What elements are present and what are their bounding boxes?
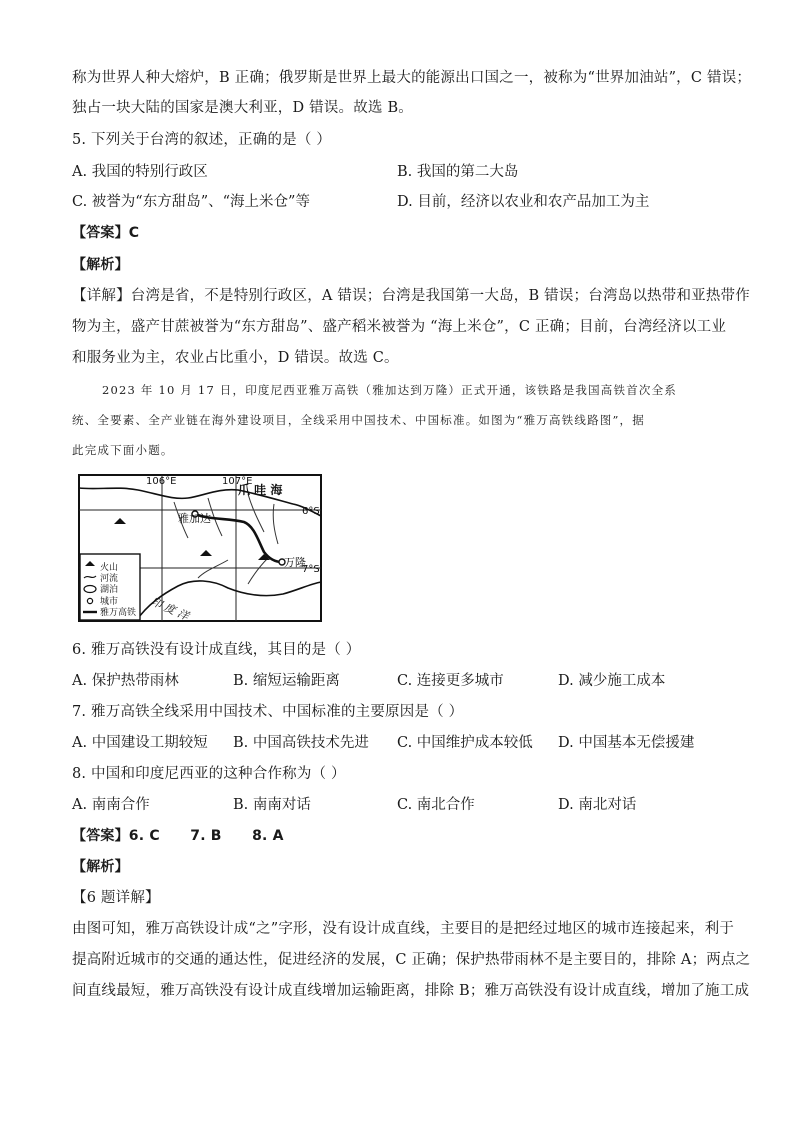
q5-detail-line-3: 和服务业为主，农业占比重小，D 错误。故选 C。 <box>72 350 399 366</box>
intro-line-2: 独占一块大陆的国家是澳大利亚，D 错误。故选 B。 <box>72 100 413 116</box>
q7-option-c: C. 中国维护成本较低 <box>397 735 533 751</box>
city-label-jakarta: 雅加达 <box>178 512 211 525</box>
city-label-bandung: 万隆 <box>284 556 306 569</box>
railway-map <box>78 474 322 622</box>
legend-volcano: 火山 <box>100 563 119 573</box>
q7-option-b: B. 中国高铁技术先进 <box>233 735 369 751</box>
q8-stem: 8. 中国和印度尼西亚的这种合作称为（ ） <box>72 766 346 782</box>
q6-8-answers: 【答案】6. C 7. B 8. A <box>72 828 284 844</box>
q6-option-d: D. 减少施工成本 <box>558 673 666 689</box>
q5-option-c: C. 被誉为“东方甜岛”、“海上米仓”等 <box>72 194 310 210</box>
passage-line-2: 统、全要素、全产业链在海外建设项目，全线采用中国技术、中国标准。如图为“雅万高铁线路图”，据 <box>72 413 645 427</box>
q8-option-d: D. 南北对话 <box>558 797 637 813</box>
lat-label-7: 7°S <box>302 564 320 575</box>
lat-label-6: 6°S <box>302 506 320 517</box>
q8-option-a: A. 南南合作 <box>72 797 150 813</box>
q5-option-d: D. 目前，经济以农业和农产品加工为主 <box>397 194 650 210</box>
java-sea-label: 爪 哇 海 <box>238 483 283 497</box>
lon-label-106: 106°E <box>146 476 177 487</box>
q5-stem: 5. 下列关于台湾的叙述，正确的是（ ） <box>72 132 332 148</box>
q6-detail-heading: 【6 题详解】 <box>72 890 160 906</box>
legend-city: 城市 <box>100 597 119 607</box>
intro-line-1: 称为世界人种大熔炉，B 正确；俄罗斯是世界上最大的能源出口国之一，被称为“世界加油站”，C 错误； <box>72 70 752 86</box>
q6-detail-line-2: 提高附近城市的交通的通达性，促进经济的发展，C 正确；保护热带雨林不是主要目的，排除 A；两点之 <box>72 952 751 968</box>
q5-option-a: A. 我国的特别行政区 <box>72 164 208 180</box>
q5-answer: 【答案】C <box>72 225 140 241</box>
q7-option-d: D. 中国基本无偿援建 <box>558 735 695 751</box>
q6-option-c: C. 连接更多城市 <box>397 673 504 689</box>
q6-stem: 6. 雅万高铁没有设计成直线，其目的是（ ） <box>72 642 361 658</box>
q5-detail-line-1: 【详解】台湾是省，不是特别行政区，A 错误；台湾是我国第一大岛，B 错误；台湾岛以热带和亚热带作 <box>72 288 750 304</box>
legend-railway: 雅万高铁 <box>100 608 137 618</box>
passage-line-3: 此完成下面小题。 <box>72 443 174 457</box>
q5-option-b: B. 我国的第二大岛 <box>397 164 519 180</box>
q7-option-a: A. 中国建设工期较短 <box>72 735 208 751</box>
indian-ocean-label: 印 度 洋 <box>148 594 191 622</box>
passage-line-1: 2023 年 10 月 17 日，印度尼西亚雅万高铁（雅加达到万隆）正式开通，该铁路是我国高铁首次全系 <box>102 383 678 397</box>
q5-analysis-heading: 【解析】 <box>72 257 129 273</box>
q6-detail-line-1: 由图可知，雅万高铁设计成“之”字形，没有设计成直线，主要目的是把经过地区的城市连接起来，利于 <box>72 921 735 937</box>
q6-8-analysis-heading: 【解析】 <box>72 859 129 875</box>
railway-map-figure <box>78 474 322 622</box>
q6-option-a: A. 保护热带雨林 <box>72 673 179 689</box>
legend-river: 河流 <box>100 574 119 584</box>
q6-detail-line-3: 间直线最短，雅万高铁没有设计成直线增加运输距离，排除 B；雅万高铁没有设计成直线，增加了施工成 <box>72 983 750 999</box>
q7-stem: 7. 雅万高铁全线采用中国技术、中国标准的主要原因是（ ） <box>72 704 464 720</box>
q8-option-c: C. 南北合作 <box>397 797 475 813</box>
q5-detail-line-2: 物为主，盛产甘蔗被誉为“东方甜岛”、盛产稻米被誉为 “海上米仓”，C 正确；目前，台湾经济以工业 <box>72 319 727 335</box>
q6-option-b: B. 缩短运输距离 <box>233 673 340 689</box>
q8-option-b: B. 南南对话 <box>233 797 311 813</box>
legend-lake: 湖泊 <box>100 585 119 595</box>
lon-label-107: 107°E <box>222 476 253 487</box>
